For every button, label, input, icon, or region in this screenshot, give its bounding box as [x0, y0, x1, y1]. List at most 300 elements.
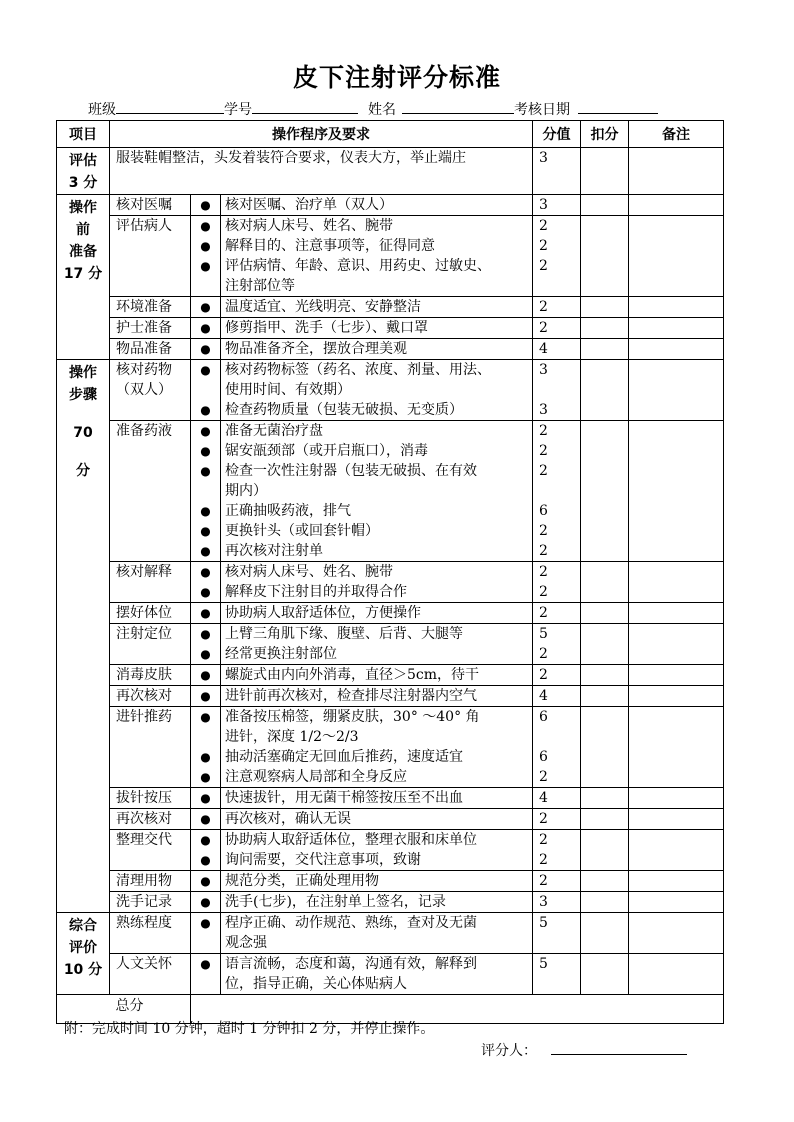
section-label-line: 17 分	[63, 266, 103, 282]
bullet-cell	[191, 339, 221, 360]
requirement-text: 检查一次性注射器（包装无破损、在有效	[225, 463, 477, 479]
deduct-cell[interactable]	[581, 707, 629, 788]
score-cell	[533, 624, 581, 665]
score-value: 3	[539, 894, 548, 910]
requirement-cell	[110, 148, 533, 195]
remark-cell[interactable]	[629, 318, 724, 339]
bullet-icon: ●	[200, 916, 211, 930]
bullet-icon: ●	[200, 874, 211, 888]
table-row	[57, 871, 724, 892]
score-value: 4	[539, 341, 548, 357]
remark-cell[interactable]	[629, 339, 724, 360]
score-value: 2	[539, 218, 548, 234]
deduct-cell[interactable]	[581, 297, 629, 318]
sub-item-label: 评估病人	[116, 218, 172, 234]
sub-item-cell	[110, 913, 191, 954]
bullet-cell	[191, 707, 221, 788]
score-value: 2	[539, 646, 548, 662]
remark-cell[interactable]	[629, 562, 724, 603]
bullet-cell	[191, 360, 221, 421]
score-value: 2	[539, 523, 548, 539]
score-cell	[533, 360, 581, 421]
requirement-text: 语言流畅，态度和蔼，沟通有效，解释到	[225, 956, 477, 972]
score-cell	[533, 318, 581, 339]
requirement-text: 物品准备齐全，摆放合理美观	[225, 341, 407, 357]
sub-item-label: 消毒皮肤	[116, 667, 172, 683]
bullet-icon: ●	[200, 750, 211, 764]
section-label-line: 操作	[69, 365, 97, 381]
bullet-icon: ●	[200, 259, 211, 273]
table-row	[57, 421, 724, 562]
sub-item-label: 再次核对	[116, 811, 172, 827]
sub-item-label: 熟练程度	[116, 915, 172, 931]
bullet-icon: ●	[200, 957, 211, 971]
student-id-field[interactable]	[252, 99, 358, 114]
deduct-cell[interactable]	[581, 216, 629, 297]
requirement-text: 服装鞋帽整洁，头发着装符合要求，仪表大方，举止端庄	[116, 150, 466, 166]
remark-cell[interactable]	[629, 421, 724, 562]
deduct-cell[interactable]	[581, 913, 629, 954]
header-procedure: 操作程序及要求	[110, 121, 533, 148]
sub-item-cell	[110, 360, 191, 421]
requirement-cell	[221, 195, 533, 216]
requirement-cell	[221, 297, 533, 318]
score-value: 3	[539, 197, 548, 213]
score-value: 2	[539, 584, 548, 600]
bullet-icon: ●	[200, 239, 211, 253]
bullet-cell	[191, 830, 221, 871]
score-cell	[533, 603, 581, 624]
name-label: 姓名	[368, 102, 396, 118]
section-label-line: 70	[73, 425, 93, 441]
sub-item-label: 人文关怀	[116, 956, 172, 972]
sub-item-cell	[110, 954, 191, 995]
bullet-spacer	[191, 481, 220, 501]
requirement-text: 正确抽吸药液，排气	[225, 503, 351, 519]
bullet-spacer	[191, 727, 220, 747]
class-field[interactable]	[116, 99, 224, 114]
requirement-text: 询问需要，交代注意事项，致谢	[225, 852, 421, 868]
remark-cell[interactable]	[629, 913, 724, 954]
footnote: 附：完成时间 10 分钟，超时 1 分钟扣 2 分，并停止操作。	[64, 1021, 435, 1037]
remark-cell[interactable]	[629, 809, 724, 830]
requirement-cell	[221, 892, 533, 913]
bullet-icon: ●	[200, 770, 211, 784]
requirement-text: 核对病人床号、姓名、腕带	[225, 564, 393, 580]
sub-item-label: 清理用物	[116, 873, 172, 889]
deduct-cell[interactable]	[581, 624, 629, 665]
requirement-text: 快速拔针，用无菌干棉签按压至不出血	[225, 790, 463, 806]
requirement-cell	[221, 360, 533, 421]
grader-field[interactable]	[551, 1040, 687, 1055]
requirement-text: 协助病人取舒适体位，方便操作	[225, 605, 421, 621]
remark-cell[interactable]	[629, 195, 724, 216]
remark-cell[interactable]	[629, 686, 724, 707]
bullet-cell	[191, 788, 221, 809]
bullet-icon: ●	[200, 895, 211, 909]
score-cell	[533, 830, 581, 871]
grader-line	[481, 1040, 687, 1060]
requirement-text: 规范分类，正确处理用物	[225, 873, 379, 889]
score-cell	[533, 892, 581, 913]
bullet-icon: ●	[200, 300, 211, 314]
section-label-line: 前	[76, 222, 90, 238]
deduct-cell[interactable]	[581, 195, 629, 216]
bullet-icon: ●	[200, 444, 211, 458]
deduct-cell[interactable]	[581, 809, 629, 830]
bullet-icon: ●	[200, 585, 211, 599]
requirement-text: 解释目的、注意事项等，征得同意	[225, 238, 435, 254]
score-cell	[533, 562, 581, 603]
score-cell	[533, 195, 581, 216]
table-row	[57, 892, 724, 913]
remark-cell[interactable]	[629, 148, 724, 195]
table-row	[57, 195, 724, 216]
section-label-cell	[57, 195, 110, 360]
requirement-text: 核对药物标签（药名、浓度、剂量、用法、	[225, 362, 491, 378]
bullet-icon: ●	[200, 606, 211, 620]
section-label-line: 准备	[69, 244, 97, 260]
header-deduct: 扣分	[581, 121, 629, 148]
requirement-text: 准备无菌治疗盘	[225, 423, 323, 439]
bullet-icon: ●	[200, 710, 211, 724]
sub-item-cell	[110, 809, 191, 830]
score-value	[539, 481, 580, 501]
sub-item-cell	[110, 339, 191, 360]
requirement-cell	[221, 954, 533, 995]
score-cell	[533, 809, 581, 830]
section-label-line: 评估	[69, 153, 97, 169]
bullet-icon: ●	[200, 524, 211, 538]
bullet-icon: ●	[200, 647, 211, 661]
requirement-text: 核对医嘱、治疗单（双人）	[225, 197, 393, 213]
score-value: 5	[539, 915, 548, 931]
table-row	[57, 624, 724, 665]
bullet-cell	[191, 913, 221, 954]
bullet-icon: ●	[200, 812, 211, 826]
sub-item-label: 环境准备	[116, 299, 172, 315]
requirement-text: 进针前再次核对，检查排尽注射器内空气	[225, 688, 477, 704]
score-cell	[533, 913, 581, 954]
table-row	[57, 913, 724, 954]
bullet-cell	[191, 686, 221, 707]
requirement-text: 评估病情、年龄、意识、用药史、过敏史、	[225, 258, 491, 274]
table-row	[57, 318, 724, 339]
deduct-cell[interactable]	[581, 871, 629, 892]
sub-item-label: 进针推药	[116, 709, 172, 725]
requirement-cell	[221, 665, 533, 686]
sub-item-cell	[110, 624, 191, 665]
bullet-icon: ●	[200, 403, 211, 417]
bullet-icon: ●	[200, 363, 211, 377]
requirement-cell	[221, 830, 533, 871]
requirement-text: 准备按压棉签，绷紧皮肤，30° ～40° 角	[225, 709, 480, 725]
remark-cell[interactable]	[629, 297, 724, 318]
student-id-label: 学号	[224, 102, 252, 118]
deduct-cell[interactable]	[581, 892, 629, 913]
requirement-cell	[221, 216, 533, 297]
requirement-text: 进针，深度 1/2～2/3	[225, 729, 359, 745]
remark-cell[interactable]	[629, 892, 724, 913]
bullet-cell	[191, 421, 221, 562]
requirement-text: 修剪指甲、洗手（七步）、戴口罩	[225, 320, 428, 336]
remark-cell[interactable]	[629, 871, 724, 892]
sub-item-cell	[110, 830, 191, 871]
total-label: 总分	[115, 998, 144, 1014]
bullet-icon: ●	[200, 791, 211, 805]
score-value: 3	[539, 402, 548, 418]
table-row	[57, 954, 724, 995]
requirement-text: 注意观察病人局部和全身反应	[225, 769, 407, 785]
sub-item-cell	[110, 297, 191, 318]
deduct-cell[interactable]	[581, 954, 629, 995]
section-label-cell	[57, 360, 110, 913]
score-cell	[533, 148, 581, 195]
deduct-cell[interactable]	[581, 318, 629, 339]
grader-label: 评分人：	[481, 1043, 537, 1059]
sub-item-cell	[110, 892, 191, 913]
sub-item-cell	[110, 603, 191, 624]
score-value: 2	[539, 463, 548, 479]
table-row	[57, 809, 724, 830]
requirement-text: 期内）	[225, 483, 267, 499]
score-cell	[533, 707, 581, 788]
score-value: 2	[539, 299, 548, 315]
deduct-cell[interactable]	[581, 665, 629, 686]
requirement-cell	[221, 603, 533, 624]
bullet-icon: ●	[200, 853, 211, 867]
score-value: 2	[539, 873, 548, 889]
table-body	[57, 148, 724, 1024]
sub-item-cell	[110, 788, 191, 809]
score-value	[539, 380, 580, 400]
deduct-cell[interactable]	[581, 686, 629, 707]
header-remark: 备注	[629, 121, 724, 148]
score-value: 3	[539, 150, 548, 166]
bullet-icon: ●	[200, 219, 211, 233]
requirement-cell	[221, 809, 533, 830]
table-row	[57, 562, 724, 603]
deduct-cell[interactable]	[581, 830, 629, 871]
exam-date-field[interactable]	[578, 99, 658, 114]
score-cell	[533, 871, 581, 892]
bullet-spacer	[191, 974, 220, 994]
bullet-spacer	[191, 933, 220, 953]
bullet-icon: ●	[200, 544, 211, 558]
score-value: 4	[539, 688, 548, 704]
bullet-icon: ●	[200, 627, 211, 641]
remark-cell[interactable]	[629, 665, 724, 686]
bullet-icon: ●	[200, 321, 211, 335]
requirement-text: 再次核对注射单	[225, 543, 323, 559]
score-value: 2	[539, 605, 548, 621]
score-value: 6	[539, 503, 548, 519]
score-value: 2	[539, 564, 548, 580]
requirement-text: 程序正确、动作规范、熟练，查对及无菌	[225, 915, 477, 931]
score-value	[539, 276, 580, 296]
deduct-cell[interactable]	[581, 562, 629, 603]
bullet-icon: ●	[200, 424, 211, 438]
score-cell	[533, 339, 581, 360]
section-label-line: 评价	[69, 940, 97, 956]
requirement-text: 更换针头（或回套针帽）	[225, 523, 379, 539]
section-label-line: 操作	[69, 200, 97, 216]
score-value	[539, 933, 580, 953]
score-value: 2	[539, 320, 548, 336]
bullet-icon: ●	[200, 464, 211, 478]
bullet-cell	[191, 809, 221, 830]
bullet-cell	[191, 954, 221, 995]
name-field[interactable]	[402, 99, 514, 114]
requirement-cell	[221, 788, 533, 809]
section-label-line	[57, 406, 109, 422]
score-value	[539, 727, 580, 747]
remark-cell[interactable]	[629, 707, 724, 788]
section-label-line	[57, 444, 109, 460]
section-label-line: 分	[76, 463, 90, 479]
table-row	[57, 686, 724, 707]
requirement-text: 上臂三角肌下缘、腹壁、后背、大腿等	[225, 626, 463, 642]
sub-item-cell	[110, 871, 191, 892]
score-cell	[533, 665, 581, 686]
requirement-text: 再次核对，确认无误	[225, 811, 351, 827]
sub-item-cell	[110, 707, 191, 788]
requirement-text: 解释皮下注射目的并取得合作	[225, 584, 407, 600]
bullet-icon: ●	[200, 504, 211, 518]
requirement-text: 抽动活塞确定无回血后推药，速度适宜	[225, 749, 463, 765]
requirement-cell	[221, 913, 533, 954]
section-label-line: 3 分	[68, 175, 98, 191]
bullet-cell	[191, 892, 221, 913]
bullet-icon: ●	[200, 668, 211, 682]
requirement-text: 协助病人取舒适体位，整理衣服和床单位	[225, 832, 477, 848]
section-label-line: 10 分	[63, 962, 103, 978]
deduct-cell[interactable]	[581, 421, 629, 562]
score-value: 2	[539, 543, 548, 559]
bullet-icon: ●	[200, 565, 211, 579]
requirement-cell	[221, 871, 533, 892]
bullet-cell	[191, 665, 221, 686]
score-value: 4	[539, 790, 548, 806]
student-info-line	[88, 99, 658, 119]
table-row	[57, 788, 724, 809]
table-row	[57, 148, 724, 195]
requirement-text: 使用时间、有效期）	[225, 382, 351, 398]
header-row	[57, 121, 724, 148]
score-value: 2	[539, 258, 548, 274]
page-title: 皮下注射评分标准	[292, 63, 501, 92]
sub-item-cell	[110, 195, 191, 216]
sub-item-cell	[110, 421, 191, 562]
requirement-cell	[221, 707, 533, 788]
bullet-icon: ●	[200, 342, 211, 356]
score-value: 2	[539, 769, 548, 785]
score-value: 5	[539, 956, 548, 972]
score-value: 2	[539, 238, 548, 254]
score-value: 6	[539, 709, 548, 725]
sub-item-cell	[110, 216, 191, 297]
table-row	[57, 665, 724, 686]
requirement-text: 观念强	[225, 935, 267, 951]
table-row	[57, 360, 724, 421]
deduct-cell[interactable]	[581, 339, 629, 360]
sub-item-label: 注射定位	[116, 626, 172, 642]
section-label-cell	[57, 913, 110, 995]
requirement-text: 锯安瓿颈部（或开启瓶口），消毒	[225, 443, 428, 459]
bullet-cell	[191, 195, 221, 216]
table-row	[57, 339, 724, 360]
requirement-text: 注射部位等	[225, 278, 295, 294]
remark-cell[interactable]	[629, 830, 724, 871]
score-value: 2	[539, 423, 548, 439]
table-row	[57, 216, 724, 297]
requirement-text: 位，指导正确，关心体贴病人	[225, 976, 407, 992]
score-cell	[533, 954, 581, 995]
score-cell	[533, 686, 581, 707]
score-value: 2	[539, 832, 548, 848]
remark-cell[interactable]	[629, 603, 724, 624]
score-cell	[533, 421, 581, 562]
score-cell	[533, 297, 581, 318]
bullet-cell	[191, 603, 221, 624]
requirement-cell	[221, 421, 533, 562]
deduct-cell[interactable]	[581, 788, 629, 809]
table-row	[57, 830, 724, 871]
bullet-cell	[191, 216, 221, 297]
deduct-cell[interactable]	[581, 148, 629, 195]
remark-cell[interactable]	[629, 624, 724, 665]
requirement-cell	[221, 624, 533, 665]
scoring-table	[56, 120, 724, 1024]
score-value: 2	[539, 443, 548, 459]
score-cell	[533, 788, 581, 809]
sub-item-label: 摆好体位	[116, 605, 172, 621]
table-row	[57, 603, 724, 624]
bullet-cell	[191, 562, 221, 603]
bullet-cell	[191, 297, 221, 318]
sub-item-label: 准备药液	[116, 423, 172, 439]
deduct-cell[interactable]	[581, 360, 629, 421]
sub-item-label: 再次核对	[116, 688, 172, 704]
bullet-icon: ●	[200, 689, 211, 703]
requirement-cell	[221, 318, 533, 339]
requirement-text: 经常更换注射部位	[225, 646, 337, 662]
bullet-spacer	[191, 276, 220, 296]
deduct-cell[interactable]	[581, 603, 629, 624]
requirement-text: 温度适宜、光线明亮、安静整洁	[225, 299, 421, 315]
sub-item-cell	[110, 686, 191, 707]
sub-item-cell	[110, 318, 191, 339]
sub-item-label: 护士准备	[116, 320, 172, 336]
bullet-spacer	[191, 380, 220, 400]
bullet-icon: ●	[200, 198, 211, 212]
score-value: 5	[539, 626, 548, 642]
requirement-text: 洗手(七步)，在注射单上签名，记录	[225, 894, 446, 910]
score-value: 2	[539, 811, 548, 827]
score-value: 6	[539, 749, 548, 765]
remark-cell[interactable]	[629, 360, 724, 421]
sub-item-label: 整理交代	[116, 832, 172, 848]
remark-cell[interactable]	[629, 788, 724, 809]
sub-item-label: 拔针按压	[116, 790, 172, 806]
remark-cell[interactable]	[629, 216, 724, 297]
requirement-cell	[221, 562, 533, 603]
requirement-cell	[221, 686, 533, 707]
remark-cell[interactable]	[629, 954, 724, 995]
class-label: 班级	[88, 102, 116, 118]
score-cell	[533, 216, 581, 297]
score-value: 2	[539, 667, 548, 683]
